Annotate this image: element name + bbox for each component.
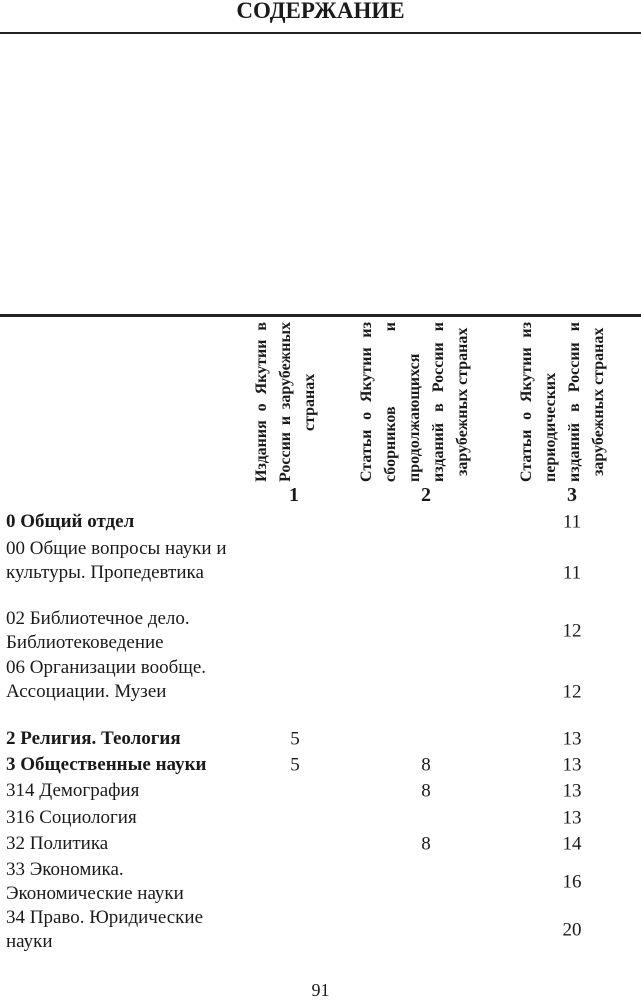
column-header-2: Статьи о Якутии из сборников и продолжающихся изданий в России и зарубежных странах — [358, 322, 471, 482]
page-number: 91 — [311, 980, 330, 1000]
table-row — [6, 607, 641, 655]
col3-page: 20 — [562, 919, 582, 941]
table-row — [6, 727, 641, 751]
table-row — [6, 906, 641, 954]
col3-page: 12 — [562, 681, 582, 703]
page-title: СОДЕРЖАНИЕ — [236, 0, 405, 23]
row-label: 0 Общий отдел — [6, 511, 135, 532]
row-label: 02 Библиотечное дело. Библиотековедение — [6, 608, 190, 653]
col2-page: 8 — [421, 833, 431, 855]
table-row — [6, 858, 641, 906]
row-label: 32 Политика — [6, 833, 109, 854]
row-label: 314 Демография — [6, 780, 140, 801]
row-label: 06 Организации вообще. Ассоциации. Музеи — [6, 657, 207, 702]
row-label: 33 Экономика. Экономические науки — [6, 859, 184, 904]
column-number-2: 2 — [421, 484, 431, 506]
column-header-3: Статьи о Якутии из периодических изданий в России и зарубежных странах — [518, 322, 607, 482]
column-number-3: 3 — [567, 484, 577, 506]
col3-page: 13 — [562, 807, 582, 829]
col1-page: 5 — [290, 728, 300, 750]
table-row — [6, 537, 641, 609]
row-label: 00 Общие вопросы науки и культуры. Пропедевтика — [6, 538, 227, 583]
col3-page: 11 — [562, 562, 582, 584]
column-number-1: 1 — [289, 484, 299, 506]
table-row — [6, 832, 641, 856]
table-row — [6, 806, 641, 830]
table-top-rule — [0, 314, 641, 317]
column-header-1: Издания о Якутии в России и зарубежных странах — [253, 322, 318, 482]
col1-page: 5 — [290, 754, 300, 776]
row-label: 34 Право. Юридические науки — [6, 907, 204, 952]
table-row — [6, 753, 641, 777]
row-label: 3 Общественные науки — [6, 754, 207, 775]
col3-page: 11 — [562, 511, 582, 533]
table-row — [6, 656, 641, 728]
table-row — [6, 779, 641, 803]
col3-page: 16 — [562, 871, 582, 893]
divider — [0, 32, 641, 34]
col3-page: 12 — [562, 620, 582, 642]
col3-page: 13 — [562, 728, 582, 750]
row-label: 2 Религия. Теология — [6, 728, 181, 749]
col2-page: 8 — [421, 754, 431, 776]
col3-page: 13 — [562, 754, 582, 776]
col3-page: 13 — [562, 780, 582, 802]
col3-page: 14 — [562, 833, 582, 855]
row-label: 316 Социология — [6, 807, 137, 828]
col2-page: 8 — [421, 780, 431, 802]
table-row — [6, 510, 641, 534]
